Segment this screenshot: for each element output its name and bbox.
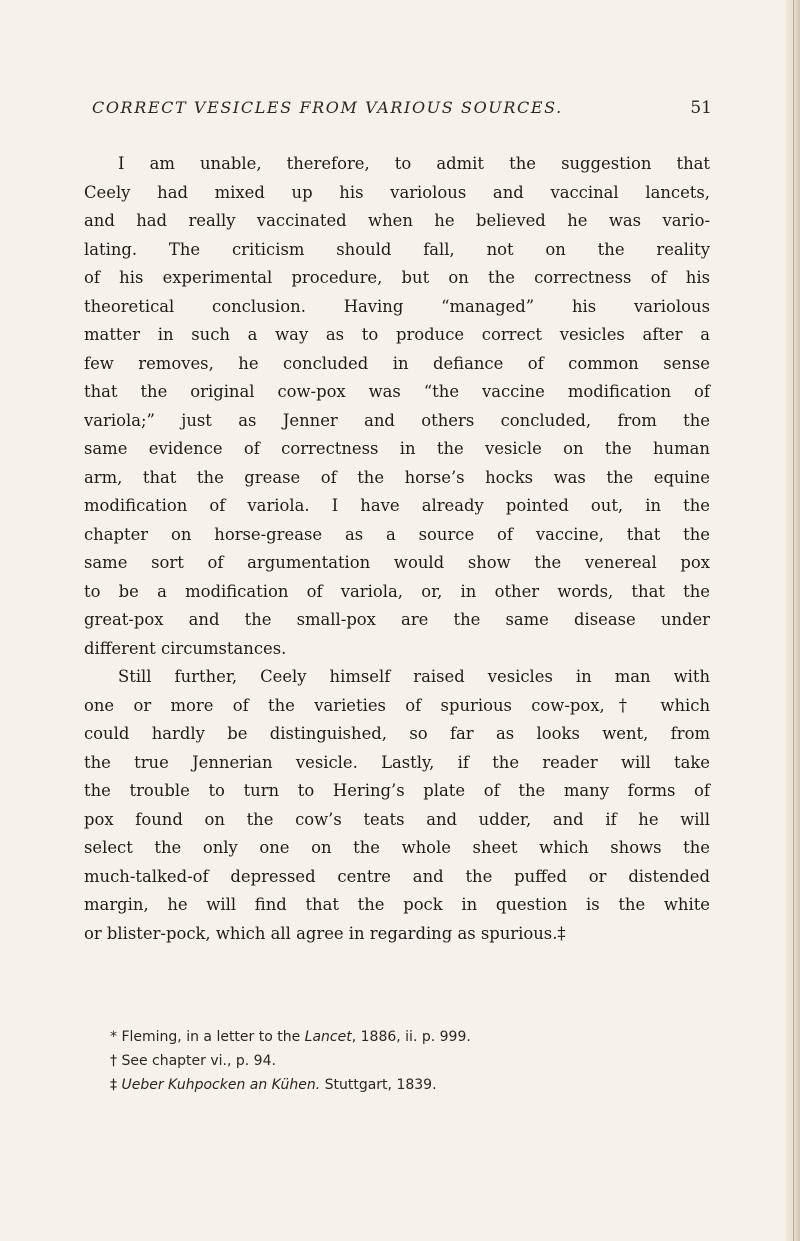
footnote-journal-title: Lancet	[304, 1029, 352, 1045]
text-line: select the only one on the whole sheet which shows the	[84, 838, 710, 857]
text-line: variola;” just as Jenner and others concluded, from the	[84, 410, 710, 430]
text-line: same evidence of correctness in the vesicle on the human	[84, 439, 710, 458]
footnote-mark: *	[110, 1029, 117, 1045]
text-line: modification of variola. I have already pointed out, in the	[84, 496, 710, 515]
footnote-text: See chapter vi., p. 94.	[121, 1053, 276, 1069]
text-line: pox found on the cow’s teats and udder, and if he will	[84, 809, 710, 829]
running-title: CORRECT VESICLES FROM VARIOUS SOURCES.	[92, 98, 563, 117]
footnote-mark: ‡	[110, 1077, 117, 1093]
body-text	[84, 150, 710, 948]
text-line: few removes, he concluded in defiance of common sense	[84, 353, 710, 373]
page-edge-line	[793, 0, 794, 1241]
text-line: much-talked-of depressed centre and the puffed or distended	[84, 866, 710, 886]
text-line: arm, that the grease of the horse’s hocks was the equine	[84, 467, 710, 487]
text-line: that the original cow-pox was “the vaccine modification of	[84, 382, 710, 401]
text-line: theoretical conclusion. Having “managed” his variolous	[84, 296, 710, 316]
text-line: matter in such a way as to produce correct vesicles after a	[84, 325, 710, 344]
text-line: I am unable, therefore, to admit the suggestion that	[118, 154, 710, 173]
footnote-2	[84, 1049, 710, 1073]
text-line: could hardly be distinguished, so far as looks went, from	[84, 724, 710, 743]
text-line: or blister-pock, which all agree in regarding as spurious.‡	[84, 923, 566, 943]
text-line: of his experimental procedure, but on the correctness of his	[84, 268, 710, 287]
text-line: Still further, Ceely himself raised vesicles in man with	[118, 667, 710, 686]
running-header	[92, 98, 712, 118]
text-line: same sort of argumentation would show the venereal pox	[84, 553, 710, 572]
text-line: to be a modification of variola, or, in other words, that the	[84, 581, 710, 601]
footnote-1	[84, 1025, 710, 1049]
footnotes	[84, 1025, 710, 1097]
footnote-mark: †	[110, 1053, 117, 1069]
text-line: different circumstances.	[84, 638, 287, 658]
footnote-book-title: Ueber Kuhpocken an Kühen.	[121, 1077, 321, 1093]
footnote-text: Fleming, in a letter to the	[121, 1029, 305, 1045]
text-line: the true Jennerian vesicle. Lastly, if the reader will take	[84, 752, 710, 772]
text-line: the trouble to turn to Hering’s plate of the many forms of	[84, 781, 710, 800]
footnote-text: Stuttgart, 1839.	[320, 1077, 437, 1093]
text-line: and had really vaccinated when he believed he was vario-	[84, 211, 710, 230]
footnote-3	[84, 1073, 710, 1097]
text-line: chapter on horse-grease as a source of vaccine, that the	[84, 524, 710, 544]
text-line: margin, he will find that the pock in question is the white	[84, 895, 710, 914]
text-line: great-pox and the small-pox are the same disease under	[84, 610, 710, 629]
page-number: 51	[690, 98, 712, 118]
text-line: lating. The criticism should fall, not on the reality	[84, 239, 710, 259]
text-line: one or more of the varieties of spurious cow-pox,† which	[84, 695, 710, 715]
footnote-text: , 1886, ii. p. 999.	[351, 1029, 471, 1045]
paragraph-1	[84, 150, 710, 663]
text-line: Ceely had mixed up his variolous and vaccinal lancets,	[84, 182, 710, 202]
paragraph-2	[84, 663, 710, 948]
